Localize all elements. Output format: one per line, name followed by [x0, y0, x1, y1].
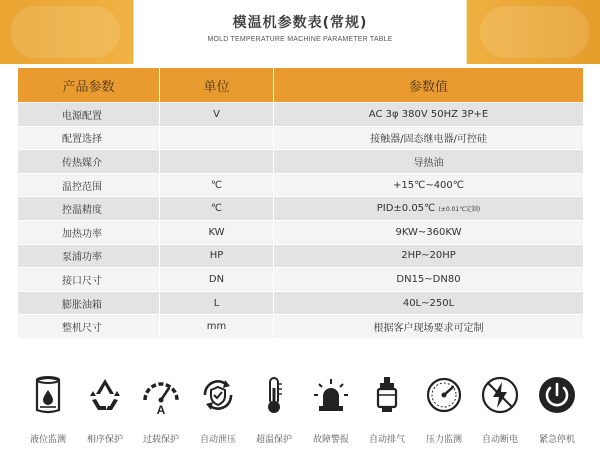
column-header-value: 参数值: [274, 68, 584, 103]
param-cell: 控温精度: [18, 197, 160, 221]
value-cell: 导热油: [274, 150, 584, 174]
unit-cell: L: [160, 291, 274, 315]
param-cell: 温控范围: [18, 173, 160, 197]
feature-fault-alarm: [303, 370, 359, 460]
feature-overload: [133, 370, 189, 460]
table-row: [18, 150, 584, 174]
feature-label: 液位监测: [29, 435, 66, 445]
emergency-stop-icon: [536, 374, 578, 416]
value-cell: DN15~DN80: [274, 268, 584, 292]
feature-pressure-monitor: [416, 370, 472, 460]
feature-pressure-relief: [190, 370, 246, 460]
banner-title-card: [134, 0, 466, 64]
feature-label: 自动断电: [481, 435, 518, 445]
unit-cell: mm: [160, 315, 274, 339]
table-header-row: [18, 68, 584, 103]
parameter-table: [17, 67, 584, 339]
feature-label: 自动排气: [368, 435, 405, 445]
feature-liquid-level: [20, 370, 76, 460]
table-row: [18, 220, 584, 244]
feature-label: 相序保护: [86, 435, 123, 445]
param-cell: 整机尺寸: [18, 315, 160, 339]
table-row: [18, 291, 584, 315]
liquid-level-icon: [27, 374, 69, 416]
value-cell: 2HP~20HP: [274, 244, 584, 268]
pressure-gauge-icon: [423, 374, 465, 416]
param-cell: 泵浦功率: [18, 244, 160, 268]
value-cell: 40L~250L: [274, 291, 584, 315]
header-banner: [0, 0, 600, 64]
feature-label: 超温保护: [255, 435, 292, 445]
exhaust-valve-icon: [366, 374, 408, 416]
param-cell: 加热功率: [18, 220, 160, 244]
feature-auto-power-off: [472, 370, 528, 460]
feature-over-temperature: [246, 370, 302, 460]
unit-cell: KW: [160, 220, 274, 244]
column-header-unit: 单位: [160, 68, 274, 103]
page-title: 模温机参数表(常规): [232, 15, 368, 31]
phase-sequence-icon: [84, 374, 126, 416]
pressure-relief-icon: [197, 374, 239, 416]
feature-label: 压力监测: [425, 435, 462, 445]
table-row: [18, 126, 584, 150]
unit-cell: ℃: [160, 197, 274, 221]
param-cell: 膨胀油箱: [18, 291, 160, 315]
value-cell: 根据客户现场要求可定制: [274, 315, 584, 339]
unit-cell: [160, 126, 274, 150]
overload-gauge-icon: [140, 374, 182, 416]
feature-icons-row: [0, 370, 600, 465]
value-cell: 接触器/固态继电器/可控硅: [274, 126, 584, 150]
feature-label: 紧急停机: [538, 435, 575, 445]
value-text: PID±0.05℃: [376, 203, 436, 215]
table-row: [18, 173, 584, 197]
unit-cell: HP: [160, 244, 274, 268]
feature-emergency-stop: [529, 370, 585, 460]
table-row: [18, 103, 584, 127]
unit-cell: V: [160, 103, 274, 127]
feature-phase-sequence: [77, 370, 133, 460]
value-cell: [274, 197, 584, 221]
unit-cell: DN: [160, 268, 274, 292]
param-cell: 接口尺寸: [18, 268, 160, 292]
value-cell: +15℃~400℃: [274, 173, 584, 197]
table-row: [18, 268, 584, 292]
value-cell: AC 3φ 380V 50HZ 3P+E: [274, 103, 584, 127]
param-cell: 配置选择: [18, 126, 160, 150]
value-cell: 9KW~360KW: [274, 220, 584, 244]
svg-text:A: A: [156, 403, 166, 416]
feature-label: 自动泄压: [199, 435, 236, 445]
alarm-light-icon: [310, 374, 352, 416]
feature-auto-exhaust: [359, 370, 415, 460]
thermometer-icon: [253, 374, 295, 416]
page-subtitle: MOLD TEMPERATURE MACHINE PARAMETER TABLE: [207, 36, 393, 43]
feature-label: 过载保护: [142, 435, 179, 445]
value-note: (±0.01℃定制): [438, 206, 481, 214]
unit-cell: [160, 150, 274, 174]
feature-label: 故障警报: [312, 435, 349, 445]
table-row: [18, 244, 584, 268]
param-cell: 传热媒介: [18, 150, 160, 174]
unit-cell: ℃: [160, 173, 274, 197]
table-row: [18, 315, 584, 339]
column-header-param: 产品参数: [18, 68, 160, 103]
power-cut-icon: [479, 374, 521, 416]
table-row: [18, 197, 584, 221]
param-cell: 电源配置: [18, 103, 160, 127]
